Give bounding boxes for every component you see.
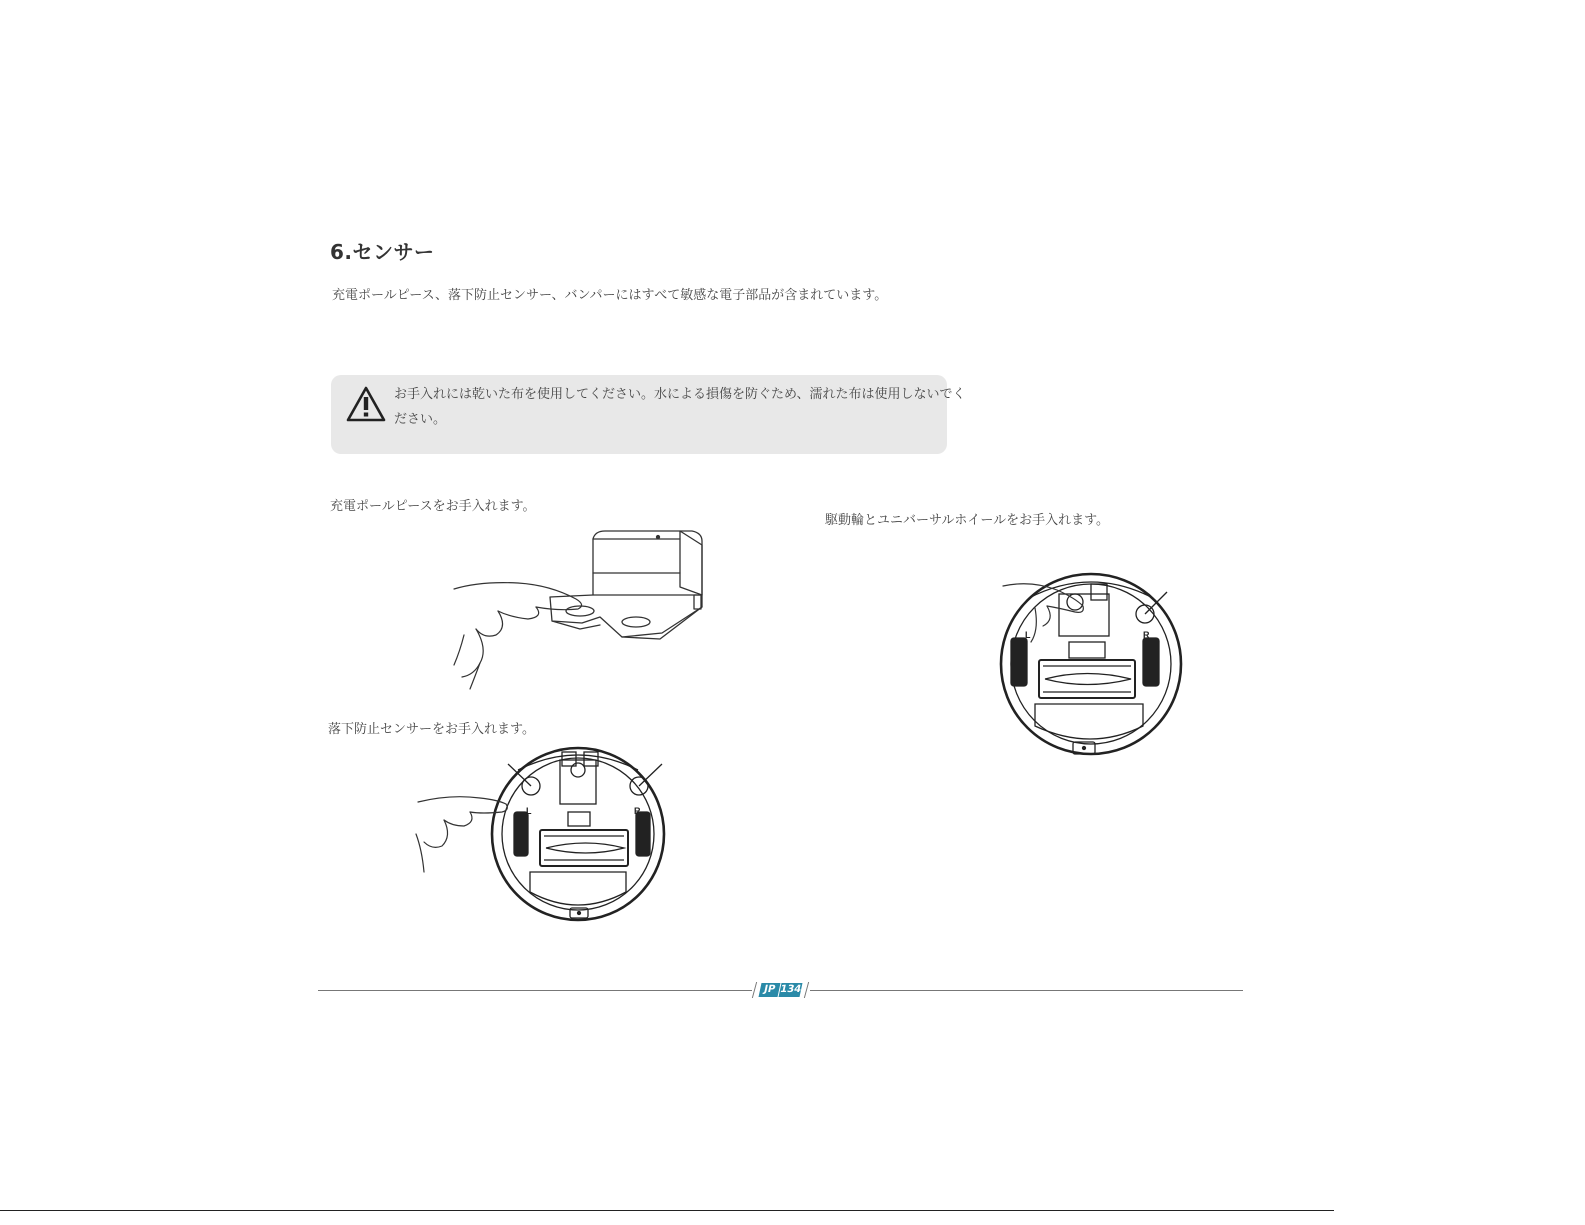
cliff-sensor-illustration (410, 742, 690, 927)
page-bottom-rule (0, 1210, 1334, 1211)
step-label-charging-contacts: 充電ポールピースをお手入れます。 (330, 499, 536, 514)
robot-left-marker: L (526, 806, 532, 816)
charging-dock-illustration (440, 525, 730, 695)
wheel-cleaning-illustration (995, 568, 1195, 760)
robot-right-marker: R (1143, 630, 1150, 640)
step-label-cliff-sensors: 落下防止センサーをお手入れます。 (328, 722, 535, 737)
page-number-badge (760, 983, 802, 997)
page-number: 134 (778, 984, 803, 995)
caution-text: お手入れには乾いた布を使用してください。水による損傷を防ぐため、濡れた布は使用しないでください。 (394, 387, 966, 427)
robot-left-marker: L (1025, 630, 1031, 640)
section-intro: 充電ポールピース、落下防止センサー、バンパーにはすべて敏感な電子部品が含まれています。 (332, 288, 888, 303)
language-tag: JP (759, 983, 781, 997)
footer-rule-left (318, 990, 752, 991)
footer-slash-left (752, 982, 757, 998)
section-title: 6.センサー (330, 240, 435, 264)
warning-triangle-icon (345, 385, 387, 423)
robot-right-marker: R (634, 806, 641, 816)
footer-rule-right (810, 990, 1243, 991)
step-label-wheels: 駆動輪とユニバーサルホイールをお手入れます。 (825, 513, 1110, 528)
caution-box (331, 375, 966, 454)
footer-slash-right (804, 982, 809, 998)
